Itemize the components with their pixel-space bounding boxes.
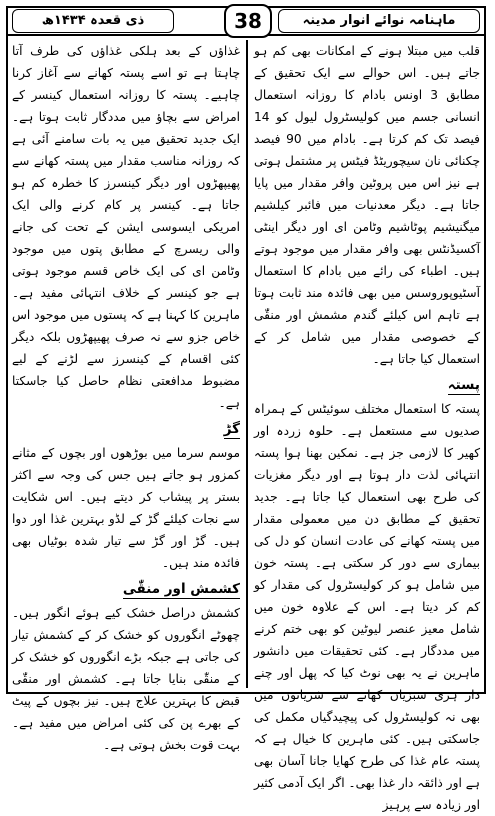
right-column (254, 40, 480, 812)
pistachio-heading-text: پستہ (447, 377, 480, 393)
pistachio-paragraph: پستہ کا استعمال مختلف سوئیٹس کے ہمراہ صدیوں سے مستعمل ہے۔ حلوہ زردہ اور کھیر کا لازمی جز ہے۔ نمکین بھنا ہوا پستہ انتہائی لذت دار ہوتا ہے اور دیگر مغزیات کی طرح بھی استعمال کیا جاتا ہے۔ جدید تحقیق کے مطابق دن میں معمولی مقدار میں پستہ کھانے کی عادت انسان کو دل کی بیماری سے دور کر سکتی ہے۔ پستہ خون میں شامل ہو کر کولیسٹرول کی مقدار کو کم کر دیتا ہے۔ اس کے علاوہ خون میں شامل معیز عنصر لیوٹین کو بھی ختم کرنے میں مددگار ہے۔ کئی تحقیقات میں دانشور ماہرین نے یہ بھی نوٹ کیا کہ پھل اور چنے دار ہری سبزیاں کھانے سے شریانوں میں بھی نہ کولیسٹرول کی پیچیدگیاں مکمل کی جاسکتی ہیں۔ کئی ماہرین کا خیال ہے کہ پستہ عام غذا کی طرح کھایا جانا آسان بھی ہے اور ذائقہ دار غذا بھی۔ اگر ایک آدمی کثیر اور زیادہ سے پرہیز (254, 402, 480, 812)
raisins-heading-text: کشمش اور منقّٰی (122, 581, 240, 597)
page-header (6, 6, 486, 36)
page-number: 38 (224, 4, 272, 38)
almond-paragraph: قلب میں مبتلا ہونے کے امکانات بھی کم ہو جاتے ہیں۔ اس حوالے سے ایک تحقیق کے مطابق 3 اونس بادام کا روزانہ استعمال انسانی جسم میں کولیسٹرول لیول کو 14 فیصد تک کم کرتا ہے۔ بادام میں 90 فیصد چکنائی نان سیچوریٹڈ فیٹس پر مشتمل ہوتی ہے نیز اس میں پروٹین وافر مقدار میں پایا جاتا ہے۔ دیگر معدنیات میں فائبر کیلشیم میگنیشیم پوٹاشیم وٹامن ای اور دیگر اینٹی آکسیڈنٹس بھی وافر مقدار میں موجود ہوتے ہیں۔ اطباء کی رائے میں بادام کا استعمال آسٹیوپوروسس میں بھی فائدہ مند ثابت ہوتا ہے تاہم اس کیلئے گندم مشمش اور منقّٰی کے خصوصی مقدار میں شامل کر کے استعمال کیا جاتا ہے۔ (254, 44, 480, 366)
pistachio-continued-paragraph: غذاؤں کے بعد ہلکی غذاؤں کی طرف آتا چاہتا ہے تو اسے پستہ کھانے سے آغاز کرنا چاہیے۔ پستہ کا روزانہ استعمال کینسر کے امراض سے بچاؤ میں مددگار ثابت ہوتا ہے۔ ایک جدید تحقیق میں یہ بات سامنے آئی ہے کہ روزانہ مناسب مقدار میں پستہ کھانے سے پھیپھڑوں اور دیگر کینسرز کا خطرہ کم ہو جاتا ہے۔ کینسر پر کام کرنے والی ایک امریکی ایسوسی ایشن کے تحت کی جانے والی ریسرچ کے مطابق پتوں میں موجود وٹامن ای کی ایک خاص قسم موجود ہوتی ہے جو کینسر کے خلاف انتہائی مفید ہے۔ ماہرین کا کہنا ہے کہ پستوں میں موجود اس خاص جزو سے نہ صرف پھیپھڑوں بلکہ دیگر کئی اقسام کے کینسرز سے لڑنے کے لیے مضبوط مدافعتی نظام حاصل کیا جاسکتا ہے۔ (12, 44, 240, 410)
pistachio-heading (254, 374, 480, 396)
jaggery-paragraph: موسم سرما میں بوڑھوں اور بچوں کے مثانے کمزور ہو جاتے ہیں جس کی وجہ سے اکثر بستر پر پیشاب کر دیتے ہیں۔ اس شکایت سے نجات کیلئے گڑ کے لڈو بہترین غذا اور دوا ہیں۔ گڑ اور گڑ سے تیار شدہ بوٹیاں بھی فائدہ مند ہیں۔ (12, 446, 240, 570)
issue-date: ذی قعدہ ۱۴۳۴ھ (12, 9, 174, 33)
column-divider (246, 40, 248, 688)
left-column (12, 40, 240, 752)
raisins-paragraph: کشمش دراصل خشک کیے ہوئے انگور ہیں۔ چھوٹے انگوروں کو خشک کر کے کشمش تیار کی جاتی ہے جبکہ بڑے انگوروں کو خشک کر کے منقّٰی بنایا جاتا ہے۔ کشمش اور منقّٰی قبض کا بہترین علاج ہیں۔ نیز بچوں کے پیٹ کے بھرے پن کی کئی امراض میں مفید ہے۔ بہت قوت بخش ہوتی ہے۔ (12, 606, 240, 752)
jaggery-heading-text: گڑ (223, 421, 240, 437)
jaggery-heading (12, 418, 240, 440)
magazine-title: ماہنامہ نوائے انوار مدینہ (278, 9, 480, 33)
raisins-heading (12, 578, 240, 600)
